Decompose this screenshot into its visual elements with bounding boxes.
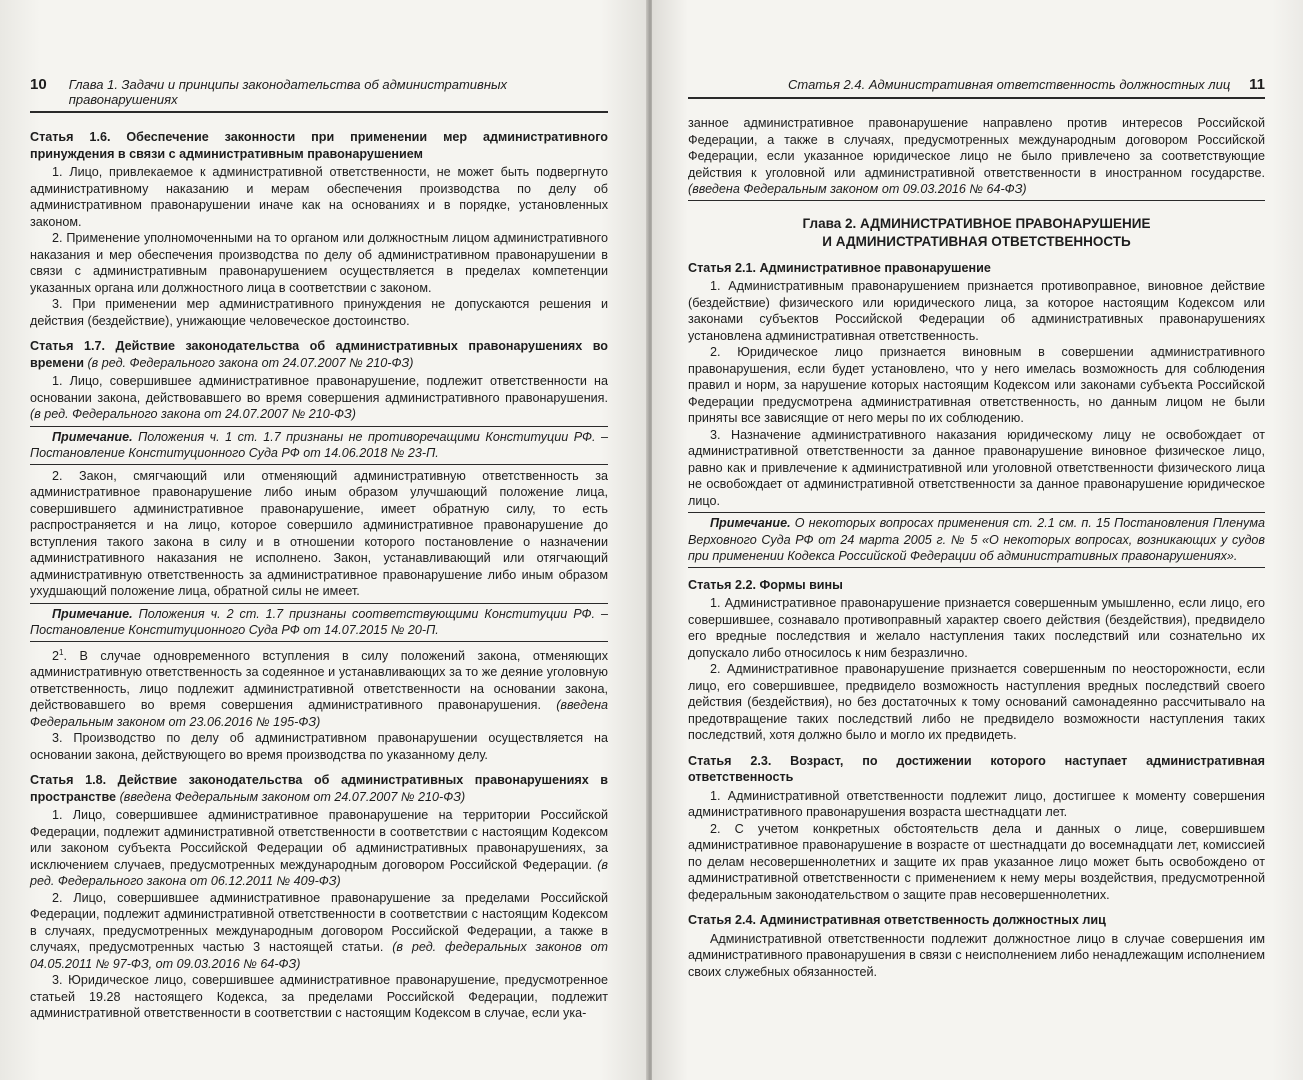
paragraph-text: 2. Лицо, совершившее административное правонарушение за пределами Российской Федерации, подлежит административной ответственности в соответствии с настоящим Кодексом в случаях, предусмотренных международным договором Российской Федерации, а также в случаях, предусмотренных частью 3 настоящей статьи. — [30, 890, 608, 955]
right-running-title: Статья 2.4. Административная ответственность должностных лиц — [788, 77, 1231, 92]
paragraph-number: 2 — [52, 648, 60, 663]
left-running-head — [30, 76, 608, 113]
article-1-6-paragraph-3: 3. При применении мер административного принуждения не допускаются решения и действия (бездействие), унижающие человеческое достоинство. — [30, 297, 608, 328]
article-1-7-note-1 — [30, 426, 608, 465]
article-2-4-title: Статья 2.4. Административная ответственность должностных лиц — [688, 913, 1106, 927]
article-1-6-paragraph-2: 2. Применение уполномоченными на то органом или должностным лицом административного наказания и мер обеспечения производства по делу об административном правонарушении в связи с административным правонарушением осуществляется в пределах компетенции указанных органа или должностного лица в соответствии с законом. — [30, 231, 608, 295]
left-page-text — [30, 129, 608, 1022]
article-1-7-paragraph-2-1 — [30, 645, 608, 731]
article-1-7-paragraph-1-text: 1. Лицо, совершившее административное правонарушение, подлежит ответственности на основании закона, действовавшего во время совершения административного правонарушения. — [30, 374, 608, 405]
article-1-6-title: Статья 1.6. Обеспечение законности при применении мер административного принуждения в связи с административным правонарушением — [30, 130, 608, 161]
article-1-8-paragraph-3: 3. Юридическое лицо, совершившее административное правонарушение, предусмотренное статьей 19.28 настоящего Кодекса, за пределами Российской Федерации, подлежит административной ответственности в соответствии с настоящим Кодексом в случае, если ука- — [30, 973, 608, 1021]
article-1-7-heading — [30, 338, 608, 371]
right-page-text — [688, 115, 1265, 980]
article-2-3-paragraph-2: 2. С учетом конкретных обстоятельств дела и данных о лице, совершившем административное правонарушение в возрасте от шестнадцати до восемнадцати лет, комиссией по делам несовершеннолетних и защите их прав указанное лицо может быть освобождено от административной ответственности с применением к нему меры воздействия, предусмотренной федеральным законодательством о защите прав несовершеннолетних. — [688, 821, 1265, 902]
paragraph-note: (в ред. Федерального закона от 06.12.2011 № 409-ФЗ) — [30, 857, 608, 889]
left-page — [0, 0, 648, 1080]
article-1-6-paragraph-1: 1. Лицо, привлекаемое к административной ответственности, не может быть подвергнуто административному наказанию и мерам обеспечения производства по делу об административном правонарушении иначе как на основаниях и в порядке, установленных законом. — [30, 165, 608, 229]
article-1-7-paragraph-1-note: (в ред. Федерального закона от 24.07.2007 № 210-ФЗ) — [30, 407, 356, 421]
article-1-7-paragraph-1 — [30, 373, 608, 423]
left-running-title: Глава 1. Задачи и принципы законодательства об административных правонарушениях — [68, 77, 508, 107]
chapter-title-line-1: Глава 2. АДМИНИСТРАТИВНОЕ ПРАВОНАРУШЕНИЕ — [802, 215, 1151, 231]
article-1-8-heading — [30, 772, 608, 805]
article-1-8-title-note: (введена Федеральным законом от 24.07.2007 № 210-ФЗ) — [119, 789, 466, 804]
article-2-3-title: Статья 2.3. Возраст, по достижении которого наступает административная ответственность — [688, 753, 1265, 784]
right-page — [652, 0, 1303, 1080]
left-page-number: 10 — [30, 76, 47, 93]
paragraph-note: (введена Федеральным законом от 09.03.2016 № 64-ФЗ) — [688, 182, 1027, 196]
note-text: О некоторых вопросах применения ст. 2.1 см. п. 15 Постановления Пленума Верховного Суда РФ от 24 марта 2005 г. № 5 «О некоторых вопросах, возникающих у судов при применении Кодекса Российской Федерации об административных правонарушениях». — [688, 516, 1265, 563]
article-1-7-paragraph-2: 2. Закон, смягчающий или отменяющий административную ответственность за административное правонарушение либо иным образом улучшающий положение лица, совершившего административное правонарушение, имеет обратную силу, то есть распространяется и на лицо, которое совершило административное правонарушение до вступления такого закона в силу и в отношении которого постановление о назначении административного наказания не исполнено. Закон, устанавливающий или отягчающий административную ответственность за административное правонарушение либо иным образом ухудшающий положение лица, обратной силы не имеет. — [30, 468, 608, 598]
note-text: Положения ч. 2 ст. 1.7 признаны соответствующими Конституции РФ. – Постановление Конституционного Суда РФ от 14.07.2015 № 20-П. — [30, 606, 608, 637]
paragraph-note: (в ред. федеральных законов от 04.05.2011 № 97-ФЗ, от 09.03.2016 № 64-ФЗ) — [30, 940, 609, 971]
paragraph-superscript: 1 — [59, 647, 64, 657]
article-2-2-title: Статья 2.2. Формы вины — [688, 577, 843, 592]
article-1-8-title: Статья 1.8. Действие законодательства об административных правонарушениях в пространстве — [30, 773, 608, 804]
article-1-8-paragraph-2 — [30, 890, 608, 973]
paragraph-text: 1. Лицо, совершившее административное правонарушение на территории Российской Федерации, подлежит административной ответственности в соответствии с настоящим Кодексом или законом субъекта Российской Федерации об административных правонарушениях, за исключением случаев, предусмотренных международным договором Российской Федерации. — [30, 808, 608, 872]
article-1-7-title-note: (в ред. Федерального закона от 24.07.2007 № 210-ФЗ) — [87, 355, 414, 370]
continued-paragraph — [688, 115, 1265, 201]
article-2-1-note — [688, 512, 1265, 568]
paragraph-text: занное административное правонарушение направлено против интересов Российской Федерации, а также в случаях, предусмотренных международным договором Российской Федерации, если указанное юридическое лицо не было привлечено за соответствующие действия к уголовной или административной ответственности в иностранном государстве. — [688, 116, 1265, 180]
article-2-2-paragraph-2: 2. Административное правонарушение признается совершенным по неосторожности, если лицо, его совершившее, предвидело возможность наступления вредных последствий своего действия (бездействия), но без достаточных к тому оснований самонадеянно рассчитывало на предотвращение таких последствий либо не предвидело возможности наступления таких последствий, хотя должно было и могло их предвидеть. — [688, 662, 1265, 742]
article-2-1-paragraph-1: 1. Административным правонарушением признается противоправное, виновное действие (бездействие) физического или юридического лица, за которое настоящим Кодексом или законами субъектов Российской Федерации об административных правонарушениях установлена административная ответственность. — [688, 279, 1265, 343]
article-2-4-paragraph-1: Административной ответственности подлежит должностное лицо в случае совершения им административного правонарушения в связи с неисполнением либо ненадлежащим исполнением своих служебных обязанностей. — [688, 931, 1265, 979]
note-label: Примечание. — [710, 516, 791, 530]
article-1-7-note-2 — [30, 603, 608, 642]
note-label: Примечание. — [52, 429, 133, 444]
paragraph-note: (введена Федеральным законом от 23.06.2016 № 195-ФЗ) — [30, 698, 609, 729]
note-text: Положения ч. 1 ст. 1.7 признаны не противоречащими Конституции РФ. – Постановление Конституционного Суда РФ от 14.06.2018 № 23-П. — [30, 429, 608, 460]
right-page-number: 11 — [1249, 76, 1265, 93]
right-running-head — [688, 76, 1265, 99]
article-2-1-paragraph-2: 2. Юридическое лицо признается виновным в совершении административного правонарушения, если будет установлено, что у него имелась возможность для соблюдения правил и норм, за нарушение которых настоящим Кодексом или законами субъекта Российской Федерации предусмотрена административная ответственность, но данным лицом не были приняты все зависящие от него меры по их соблюдению. — [688, 345, 1265, 425]
note-label: Примечание. — [52, 606, 133, 621]
chapter-title-line-2: И АДМИНИСТРАТИВНАЯ ОТВЕТСТВЕННОСТЬ — [822, 233, 1131, 249]
article-2-2-paragraph-1: 1. Административное правонарушение признается совершенным умышленно, если лицо, его совершившее, сознавало противоправный характер своего действия (бездействия), предвидело его вредные последствия и желало наступления таких последствий или сознательно их допускало либо относилось к ним безразлично. — [688, 596, 1265, 660]
paragraph-text: . В случае одновременного вступления в силу положений закона, отменяющих административную ответственность за содеянное и устанавливающих за то же деяние уголовную ответственность, лицо подлежит административной ответственности на основании закона, действовавшего во время совершения административного правонарушения. — [30, 648, 608, 713]
article-1-7-title: Статья 1.7. Действие законодательства об административных правонарушениях во времени — [30, 339, 608, 370]
article-1-8-paragraph-1 — [30, 807, 608, 890]
article-2-1-title: Статья 2.1. Административное правонарушение — [688, 260, 991, 275]
article-2-1-paragraph-3: 3. Назначение административного наказания юридическому лицу не освобождает от административной ответственности за данное правонарушение виновное физическое лицо, равно как и привлечение к административной или уголовной ответственности физического лица не освобождает от административной ответственности за данное правонарушение юридическое лицо. — [688, 427, 1265, 508]
article-1-7-paragraph-3: 3. Производство по делу об административном правонарушении осуществляется на основании закона, действующего во время производства по указанному делу. — [30, 731, 608, 762]
article-2-3-paragraph-1: 1. Административной ответственности подлежит лицо, достигшее к моменту совершения административного правонарушения возраста шестнадцати лет. — [688, 788, 1265, 819]
chapter-2-heading — [688, 215, 1265, 251]
